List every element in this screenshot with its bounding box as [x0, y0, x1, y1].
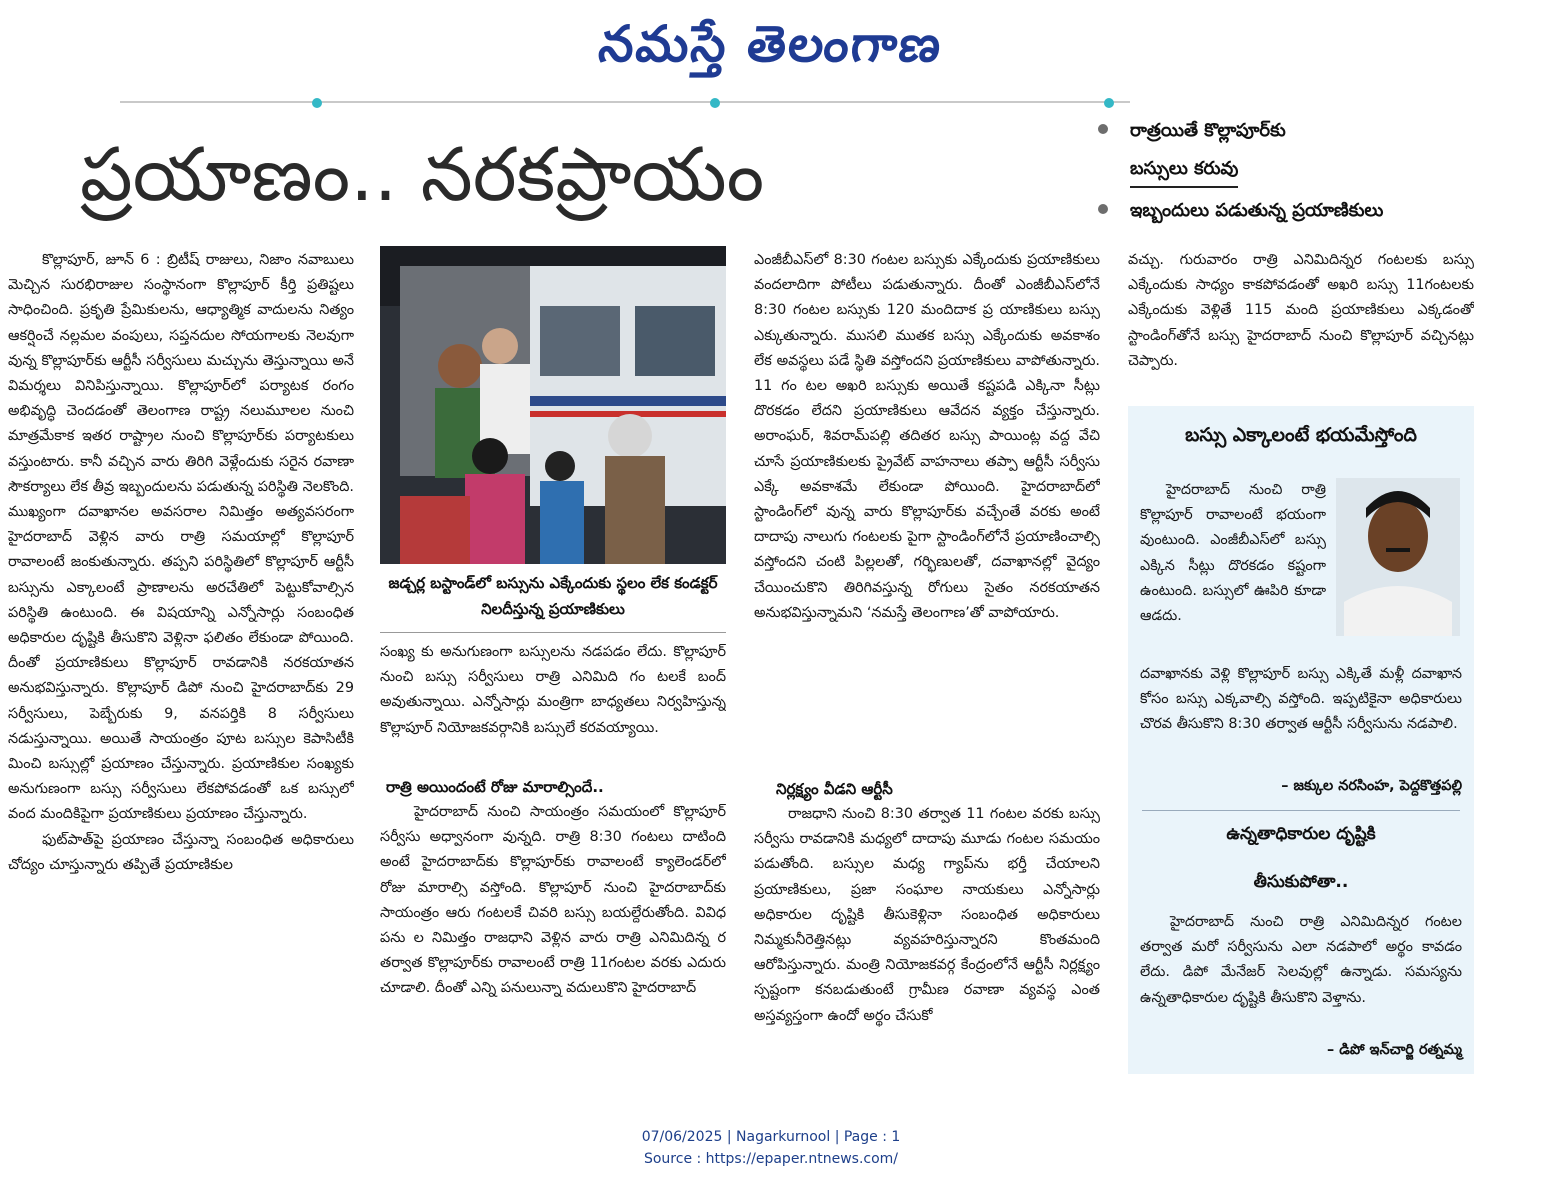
divider-dot [312, 98, 322, 108]
newspaper-logo: నమస్తే తెలంగాణ [596, 14, 946, 73]
bullet-line: రాత్రయితే కొల్లాపూర్‌కు [1130, 120, 1286, 141]
bullet-item [1094, 192, 1514, 230]
sidebar-subtitle: ఉన్నతాధికారుల దృష్టికి [1226, 824, 1376, 844]
body-text: హైదరాబాద్ నుంచి సాయంత్రం సమయంలో కొల్లాపూర్ సర్వీసు అధ్వానంగా వున్నది. రాత్రి 8:30 గంటలు దాటింది అంటే హైదరాబాద్‌కు కొల్లాపూర్‌కు రావాలంటే క్యాలెండర్‌లో రోజు మారాల్సి వస్తోంది. కొల్లాపూర్ నుంచి హైదరాబాద్‌కు సాయంత్రం ఆరు గంటలకే చివరి బస్సు బయల్దేరుతోంది. వివిధ పను ల నిమిత్తం రాజధాని వెళ్లిన వారు రాత్రి ఎనిమిదిన్న ర తర్వాత కొల్లాపూర్‌కు రావాలంటే రాత్రి 11గంటల వరకు ఎదురు చూడాలి. దీంతో ఎన్ని పనులున్నా వదులుకొని హైదరాబాద్ [380, 804, 726, 997]
body-text: ఎంజీబీఎస్‌లో 8:30 గంటల బస్సుకు ఎక్కేందుకు ప్రయాణికులు వందలాదిగా పోటీలు పడుతున్నారు. దీంతో ఎంజీబీఎస్‌లోనే 8:30 గంటల బస్సుకు 120 మందిదాక ప్ర యాణికులు బస్సు ఎక్కుతున్నారు. ముసలి ముతక బస్సు ఎక్కేందుకు అవకాశం లేక అవస్థలు పడే స్థితి వస్తోందని ప్రయాణికులు వాపోతున్నారు. 11 గం టల అఖరి బస్సుకు అయితే కష్టపడి ఎక్కినా సీట్లు దొరకడం లేదని ప్రయాణికులు ఆవేదన వ్యక్తం చేస్తున్నారు. అరాంఘర్, శివరామ్‌పల్లి తదితర బస్సు పాయింట్ల వద్ద వేచి చూసే ప్రయాణికులకు ప్రైవేట్ వాహనాలు తప్పా ఆర్టీసీ సర్వీసు ఎక్కే అవకాశమే లేకుండా పోయింది. హైదరాబాద్‌లో స్టాండింగ్‌లో వున్న వారు కొల్లాపూర్‌కు వచ్చేంతే వరకు అంటే దాదాపు నాలుగు గంటలకు పైగా స్టాండింగ్‌లోనే ప్రయాణించాల్సి వస్తోందని చంటి పిల్లలతో, గర్భిణులతో, దవాఖానల్లో వైద్యం చేయించుకొని తిరిగివస్తున్న రోగులు సైతం నరకయాతన అనుభవిస్తున్నామని ‘నమస్తే తెలంగాణ’తో వాపోయారు. [754, 252, 1100, 621]
quote-attribution: – జక్కుల నరసింహ, పెద్దకొత్తపల్లి [1281, 778, 1462, 794]
body-text: సంఖ్య కు అనుగుణంగా బస్సులను నడపడం లేదు. కొల్లాపూర్ నుంచి బస్సు సర్వీసులు రాత్రి ఎనిమిది గం టలకే బంద్ అవుతున్నాయి. ఎన్నోసార్లు మంత్రిగా బాధ్యతలు నిర్వహిస్తున్న కొల్లాపూర్ నియోజకవర్గానికి బస్సులే కరవయ్యాయి. [380, 644, 726, 736]
quote-attribution: – డిపో ఇన్‌చార్జి రత్నమ్మ [1327, 1042, 1462, 1058]
body-text: రాజధాని నుంచి 8:30 తర్వాత 11 గంటల వరకు బస్సు సర్వీసు రావడానికి మధ్యలో దాదాపు మూడు గంటల సమయం పడుతోంది. బస్సుల మధ్య గ్యాప్‌ను భర్తీ చేయాలని ప్రయాణికులు, ప్రజా సంఘాల నాయకులు ఎన్నోసార్లు అధికారుల దృష్టికి తీసుకెళ్లినా సంబంధిత అధికారులు నిమ్మకునీరెత్తినట్లు వ్యవహరిస్తున్నారని కొంతమంది ఆరోపిస్తున్నారు. మంత్రి నియోజకవర్గ కేంద్రంలోనే ఆర్టీసీ నిర్లక్ష్యం స్పష్టంగా కనబడుతుంటే గ్రామీణ రవాణా వ్యవస్థ ఎంత అస్తవ్యస్తంగా ఉందో అర్థం చేసుకో [754, 806, 1100, 1024]
caption-divider [380, 632, 726, 633]
article-column-2a [380, 640, 726, 770]
article-column-3b [754, 802, 1100, 1078]
sidebar-divider [1142, 810, 1460, 811]
body-text: ఫుట్‌పాత్‌పై ప్రయాణం చేస్తున్నా సంబంధిత అధికారులు చోద్యం చూస్తున్నారు తప్పితే ప్రయాణికుల [8, 831, 354, 873]
quote-sidebar [1128, 406, 1474, 1074]
subheading: రాత్రి అయిందంటే రోజు మారాల్సిందే.. [386, 778, 604, 796]
article-column-3a [754, 248, 1100, 772]
sidebar-title: బస్సు ఎక్కాలంటే భయమేస్తోంది [1185, 424, 1417, 446]
sidebar-quote-text: దవాఖానకు వెళ్లి కొల్లాపూర్ బస్సు ఎక్కితే మళ్లీ దవాఖాన కోసం బస్సు ఎక్కవాల్సి వస్తోంది. ఇప్పటికైనా అధికారులు చొరవ తీసుకొని 8:30 తర్వాత ఆర్టీసీ సర్వీసును నడపాలి. [1140, 666, 1462, 733]
sidebar-subtitle: తీసుకుపోతా.. [1253, 872, 1349, 892]
page-footer [0, 1126, 1542, 1170]
article-column-1 [8, 248, 354, 1078]
footer-source: Source : https://epaper.ntnews.com/ [643, 1151, 899, 1167]
article-column-2b [380, 800, 726, 1078]
sidebar-quote-text: హైదరాబాద్ నుంచి రాత్రి ఎనిమిదిన్నర గంటల తర్వాత మరో సర్వీసును ఎలా నడపాలో అర్థం కావడం లేదు. డిపో మేనేజర్ సెలవుల్లో ఉన్నాడు. సమస్యను ఉన్నతాధికారుల దృష్టికి తీసుకొని వెళ్తాను. [1140, 914, 1462, 1006]
bullet-icon [1098, 204, 1108, 214]
divider-dot [1104, 98, 1114, 108]
article-column-4 [1128, 248, 1474, 388]
divider-dot [710, 98, 720, 108]
person-portrait [1336, 478, 1460, 636]
header-divider [120, 101, 1130, 103]
highlight-bullets [1094, 112, 1514, 230]
bullet-line: బస్సులు కరువు [1130, 152, 1238, 188]
body-text: కొల్లాపూర్, జూన్ 6 : బ్రిటీష్ రాజులు, నిజాం నవాబులు మెచ్చిన సురభిరాజుల సంస్థానంగా కొల్లాపూర్ కీర్తి ప్రతిష్టలు సాధించింది. ప్రకృతి ప్రేమికులను, ఆధ్యాత్మిక వాదులను నిత్యం ఆకర్షించే నల్లమల వంపులు, సప్తనదుల సోయగాలకు నెలవుగా వున్న కొల్లాపూర్‌కు ఆర్టీసీ సర్వీసులు మచ్చును తెస్తున్నాయి అనే విమర్శలు వినిపిస్తున్నాయి. కొల్లాపూర్‌లో పర్యాటక రంగం అభివృద్ధి చెందడంతో తెలంగాణ రాష్ట్ర నలుమూలల నుంచి మాత్రమేకాక ఇతర రాష్ట్రాల నుంచి కొల్లాపూర్‌కు పర్యాటకులు వస్తుంటారు. కానీ వచ్చిన వారు తిరిగి వెళ్లేందుకు సరైన రవాణా సౌకర్యాలు లేక తీవ్ర ఇబ్బందులను పడుతున్న పరిస్థితి నెలకొంది. ముఖ్యంగా దవాఖానల అవసరాల నిమిత్తం అత్యవసరంగా హైదరాబాద్ వెళ్లిన వారు రాత్రి సమయాల్లో కొల్లాపూర్ రావాలంటే జంకుతున్నారు. తప్పని పరిస్థితిలో కొల్లాపూర్ ఆర్టీసీ బస్సును ఎక్కాలంటే ప్రాణాలను అరచేతిలో పెట్టుకోవాల్సిన పరిస్థితి ఉంటుంది. ఈ విషయాన్ని ఎన్నోసార్లు సంబంధిత అధికారుల దృష్టికి తీసుకొని వెళ్లినా ఫలితం లేకుండా పోయింది. దీంతో ప్రయాణికులు కొల్లాపూర్ రావడానికి నరకయాతన అనుభవిస్తున్నారు. కొల్లాపూర్ డిపో నుంచి హైదరాబాద్‌కు 29 సర్వీసులు, పెబ్బేరుకు 9, వనపర్తికి 8 సర్వీసులు నడుస్తున్నాయి. అయితే సాయంత్రం పూట బస్సుల కెపాసిటీకి మించి బస్సుల్లో ప్రయాణం చేస్తున్నారు. ప్రయాణికుల సంఖ్యకు అనుగుణంగా బస్సు సర్వీసులు లేకపోవడంతో ఒక బస్సులో వంద మందికిపైగా ప్రయాణికులు ప్రయాణం చేస్తున్నారు. [8, 252, 354, 823]
bullet-item [1094, 112, 1514, 188]
bullet-icon [1098, 124, 1108, 134]
body-text: వచ్చు. గురువారం రాత్రి ఎనిమిదిన్నర గంటలకు బస్సు ఎక్కేందుకు సాధ్యం కాకపోవడంతో అఖరి బస్సు 11గంటలకు ఎక్కేందుకు వెళ్లితే 115 మంది ప్రయాణికులు ఎక్కడంతో స్టాండింగ్‌తోనే బస్సు హైదరాబాద్ నుంచి కొల్లాపూర్ వచ్చినట్లు చెప్పారు. [1128, 252, 1474, 369]
footer-date-page: 07/06/2025 | Nagarkurnool | Page : 1 [641, 1129, 901, 1145]
sidebar-quote-text: హైదరాబాద్ నుంచి రాత్రి కొల్లాపూర్ రావాలంటే భయంగా వుంటుంది. ఎంజీబీఎస్‌లో బస్సు ఎక్కిన సీట్లు దొరకడం కష్టంగా ఉంటుంది. బస్సులో ఊపిరి కూడా ఆడదు. [1140, 482, 1326, 625]
bullet-line: ఇబ్బందులు పడుతున్న ప్రయాణికులు [1130, 200, 1384, 221]
article-headline: ప్రయాణం.. నరకప్రాయం [80, 132, 765, 218]
news-photo-bus-passengers [380, 246, 726, 564]
masthead [0, 4, 1542, 84]
subheading: నిర్లక్ష్యం వీడని ఆర్టీసీ [776, 780, 893, 798]
photo-caption: జడ్చర్ల బస్టాండ్‌లో బస్సును ఎక్కేందుకు స్థలం లేక కండక్టర్ నిలదీస్తున్న ప్రయాణికులు [388, 574, 718, 618]
